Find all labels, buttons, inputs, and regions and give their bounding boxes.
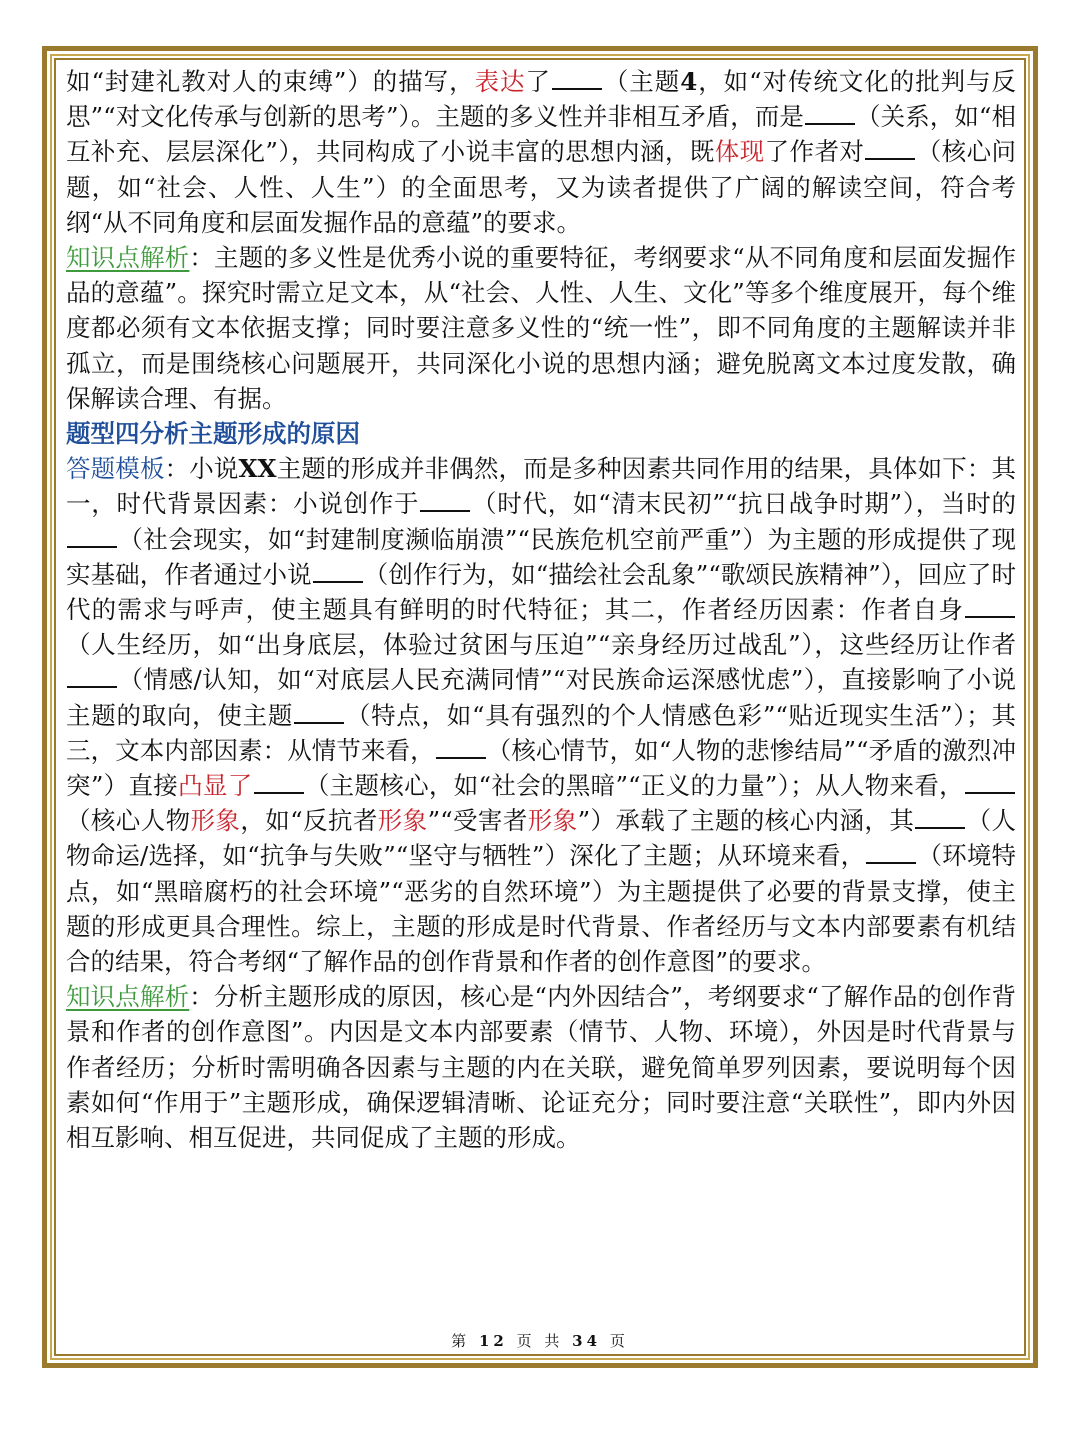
paragraph-theme-multiplicity: 如“封建礼教对人的束缚”）的描写，表达了 （主题4，如“对传统文化的批判与反思”“对文化传承与创新的思考”）。主题的多义性并非相互矛盾，而是 （关系，如“相互补充、层层深化”），共同构成了小说丰富的思想内涵，既体现了作者对 （核心问题，如“社会、人性、人生”）的全面思考，又为读者提供了广阔的解读空间，符合考纲“从不同角度和层面发掘作品的意蕴”的要求。	[66, 67, 1017, 237]
highlight-keyword: 形象	[190, 806, 241, 836]
section-heading: 题型四分析主题形成的原因	[66, 419, 360, 449]
answer-template-label: 答题模板	[66, 454, 165, 484]
paragraph-answer-template: 答题模板：小说XX主题的形成并非偶然，而是多种因素共同作用的结果，具体如下：其一，时代背景因素：小说创作于 （时代，如“清末民初”“抗日战争时期”），当时的（社会现实，如“封建制度濒临崩溃”“民族危机空前严重”）为主题的形成提供了现实基础，作者通过小说 （创作行为，如“描绘社会乱象”“歌颂民族精神”），回应了时代的需求与呼声，使主题具有鲜明的时代特征；其二，作者经历因素：作者自身（人生经历，如“出身底层，体验过贫困与压迫”“亲身经历过战乱”），这些经历让作者（情感/认知，如“对底层人民充满同情”“对民族命运深感忧虑”），直接影响了小说主题的取向，使主题 （特点，如“具有强烈的个人情感色彩”“贴近现实生活”）；其三，文本内部因素：从情节来看， （核心情节，如“人物的悲惨结局”“矛盾的激烈冲突”）直接凸显了 （主题核心，如“社会的黑暗”“正义的力量”）；从人物来看，（核心人物形象，如“反抗者形象”“受害者形象”）承载了主题的核心内涵，其 （人物命运/选择，如“抗争与失败”“坚守与牺牲”）深化了主题；从环境来看， （环境特点，如“黑暗腐朽的社会环境”“恶劣的自然环境”）为主题提供了必要的背景支撑，使主题的形成更具合理性。综上，主题的形成是时代背景、作者经历与文本内部要素有机结合的结果，符合考纲“了解作品的创作背景和作者的创作意图”的要求。	[66, 454, 1017, 977]
fill-blank	[294, 700, 344, 724]
highlight-keyword: 表达	[474, 67, 526, 96]
fill-blank	[915, 805, 965, 829]
fill-blank	[67, 664, 117, 688]
highlight-keyword: 形象	[527, 806, 578, 836]
document-body	[66, 64, 1016, 1155]
fill-blank	[805, 101, 855, 125]
fill-blank	[436, 735, 486, 759]
fill-blank	[965, 770, 1015, 794]
paragraph-knowledge-analysis-2: 知识点解析：分析主题形成的原因，核心是“内外因结合”，考纲要求“了解作品的创作背景和作者的创作意图”。内因是文本内部要素（情节、人物、环境），外因是时代背景与作者经历；分析时需明确各因素与主题的内在关联，避免简单罗列因素，要说明每个因素如何“作用于”主题形成，确保逻辑清晰、论证充分；同时要注意“关联性”，即内外因相互影响、相互促进，共同促成了主题的形成。	[66, 982, 1017, 1153]
fill-blank	[865, 136, 915, 160]
paragraph-knowledge-analysis-1: 知识点解析：主题的多义性是优秀小说的重要特征，考纲要求“从不同角度和层面发掘作品的意蕴”。探究时需立足文本，从“社会、人性、人生、文化”等多个维度展开，每个维度都必须有文本依据支撑；同时要注意多义性的“统一性”，即不同角度的主题解读并非孤立，而是围绕核心问题展开，共同深化小说的思想内涵；避免脱离文本过度发散，确保解读合理、有据。	[66, 243, 1016, 413]
page-footer: 第 12 页 共 34 页	[451, 1332, 629, 1350]
fill-blank	[420, 488, 470, 512]
highlight-keyword: 凸显了	[178, 771, 253, 801]
fill-blank	[313, 559, 363, 583]
knowledge-analysis-label: 知识点解析	[66, 982, 190, 1012]
fill-blank	[965, 594, 1015, 618]
fill-blank	[552, 66, 602, 90]
knowledge-analysis-label: 知识点解析	[66, 243, 190, 273]
fill-blank	[866, 840, 916, 864]
highlight-keyword: 形象	[377, 806, 428, 836]
fill-blank	[67, 524, 117, 548]
highlight-keyword: 体现	[714, 137, 765, 167]
total-page-number: 34	[572, 1332, 602, 1350]
current-page-number: 12	[478, 1332, 508, 1350]
fill-blank	[254, 770, 304, 794]
